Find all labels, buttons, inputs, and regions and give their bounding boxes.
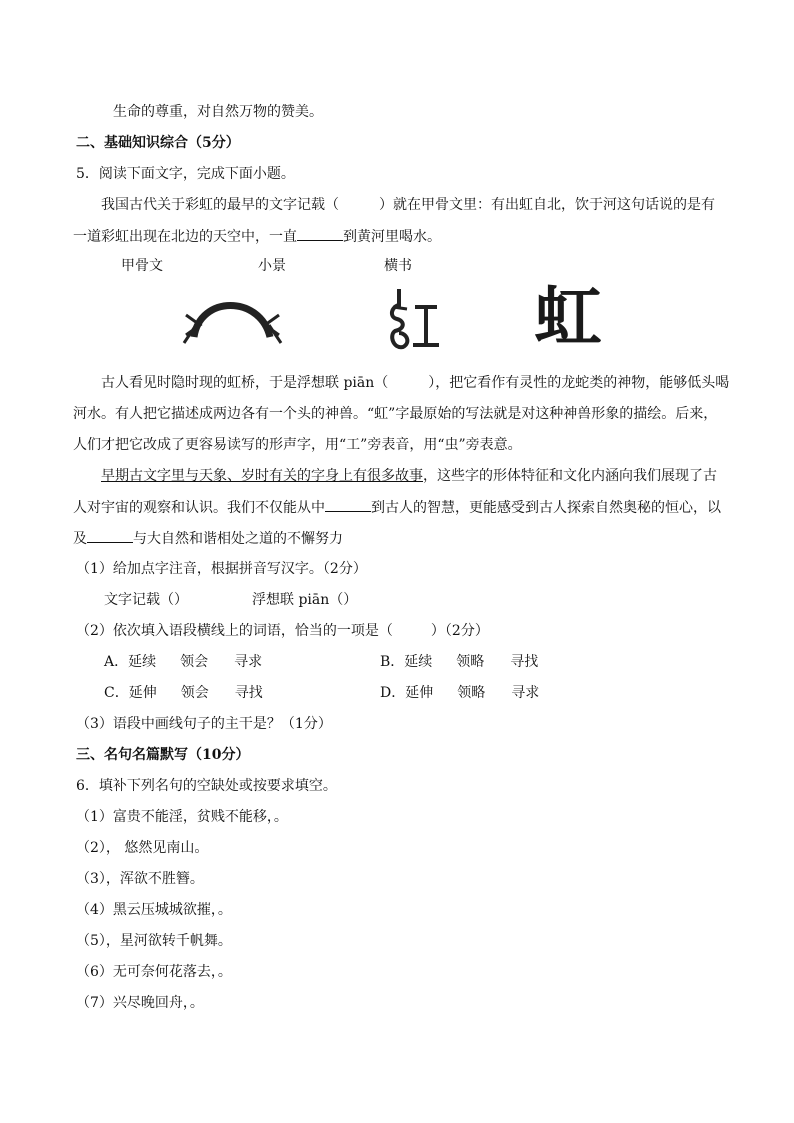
option-a[interactable]	[104, 652, 262, 672]
option-a-word3: 寻求	[234, 654, 263, 670]
subquestion-1-item-2: 浮想联 piān（）	[252, 592, 358, 608]
quote-item-7: （7）兴尽晚回舟，。	[76, 995, 204, 1011]
option-d-word2: 领略	[457, 685, 486, 701]
blank-inline	[393, 621, 431, 635]
option-d-letter: D．延伸	[380, 685, 434, 701]
p2-text-a: 古人看见时隐时现的虹桥，于是浮想联 piān（	[101, 375, 389, 391]
quote-item-6: （6）无可奈何花落去，。	[76, 964, 232, 980]
passage-p3-line3	[73, 528, 343, 549]
option-b[interactable]	[380, 652, 538, 672]
quote-item-4: （4）黑云压城城欲摧，。	[76, 902, 232, 918]
blank-inline	[388, 373, 428, 387]
p3-text-e: 与大自然和谐相处之道的不懈努力	[133, 531, 343, 547]
option-c[interactable]	[104, 683, 263, 703]
passage-p3-line2	[73, 497, 721, 518]
p3-text-b: 人对宇宙的观察和认识。我们不仅能从中	[73, 500, 325, 516]
p2-text-b: ），把它看作有灵性的龙蛇类的神物，能够低头喝	[428, 375, 730, 391]
passage-p1-line2	[73, 226, 441, 247]
option-d[interactable]	[380, 683, 539, 703]
p1-text-d: 到黄河里喝水。	[343, 229, 441, 245]
fill-blank[interactable]	[325, 497, 371, 512]
p3-text-a: ，这些字的形体特征和文化内涵向我们展现了古	[423, 468, 717, 484]
passage-p2-line3: 人们才把它改成了更容易读写的形声字，用“工”旁表音，用“虫”旁表意。	[73, 437, 522, 453]
passage-p3-line1	[101, 466, 717, 486]
subquestion-2	[76, 621, 489, 641]
subquestion-1: （1）给加点字注音，根据拼音写汉字。（2分）	[76, 561, 367, 577]
option-b-word2: 领略	[456, 654, 485, 670]
option-a-letter: A．延续	[104, 654, 157, 670]
p1-text-c: 一道彩虹出现在北边的天空中，一直	[73, 229, 297, 245]
quote-item-3: （3），浑欲不胜簪。	[76, 871, 204, 887]
passage-p2-line2: 河水。有人把它描述成两边各有一个头的神兽。“虹”字最原始的写法就是对这种神兽形象的描绘。后来，	[73, 406, 718, 422]
quote-item-1: （1）富贵不能淫，贫贱不能移，。	[76, 809, 288, 825]
quote-item-5: （5），星河欲转千帆舞。	[76, 933, 232, 949]
q2-text-a: （2）依次填入语段横线上的词语，恰当的一项是（	[76, 623, 393, 639]
option-b-word3: 寻找	[510, 654, 539, 670]
p1-text-b: ）就在甲骨文里：有出虹自北，饮于河这句话说的是有	[379, 197, 715, 213]
option-a-word2: 领会	[180, 654, 209, 670]
underlined-sentence: 早期古文字里与天象、岁时有关的字身上有很多故事	[101, 468, 423, 484]
quote-item-2: （2）， 悠然见南山。	[76, 840, 209, 856]
label-horizontal-script: 横书	[384, 258, 412, 274]
p3-text-c: 到古人的智慧，更能感受到古人探索自然奥秘的恒心，以	[371, 500, 721, 516]
label-oracle-bone: 甲骨文	[121, 258, 163, 274]
subquestion-1-item-1: 文字记载（）	[104, 592, 188, 608]
intro-line: 生命的尊重，对自然万物的赞美。	[113, 104, 323, 120]
option-c-letter: C．延伸	[104, 685, 157, 701]
p3-text-d: 及	[73, 531, 87, 547]
section3-heading: 三、名句名篇默写（10分）	[76, 747, 250, 763]
option-c-word3: 寻找	[234, 685, 263, 701]
subquestion-3: （3）语段中画线句子的主干是？（1分）	[76, 716, 332, 732]
q2-text-b: ）（2分）	[430, 623, 489, 639]
section2-heading: 二、基础知识综合（5分）	[76, 135, 240, 151]
passage-p2-line1	[101, 373, 729, 393]
fill-blank[interactable]	[87, 528, 133, 543]
label-small-seal: 小景	[258, 258, 286, 274]
p1-text-a: 我国古代关于彩虹的最早的文字记载（	[101, 197, 339, 213]
q6-title: 6．填补下列名句的空缺处或按要求填空。	[76, 778, 337, 794]
option-c-word2: 领会	[180, 685, 209, 701]
fill-blank[interactable]	[297, 226, 343, 241]
seal-script-rainbow-image	[385, 285, 443, 357]
passage-p1-line1	[101, 195, 715, 215]
blank-inline	[339, 195, 379, 209]
option-d-word3: 寻求	[511, 685, 540, 701]
q5-title: 5．阅读下面文字，完成下面小题。	[76, 166, 295, 182]
option-b-letter: B．延续	[380, 654, 433, 670]
regular-script-rainbow-image: 虹	[534, 281, 602, 355]
oracle-bone-rainbow-image	[180, 285, 285, 350]
